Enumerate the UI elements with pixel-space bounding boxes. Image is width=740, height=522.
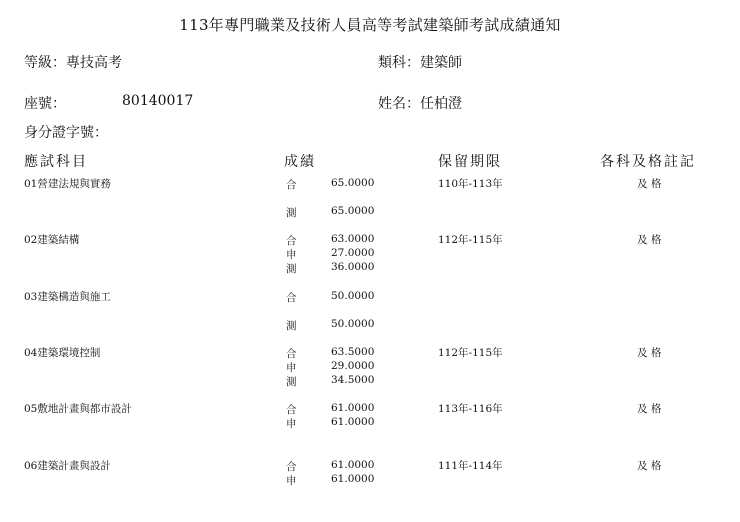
seat-label: 座號：: [24, 96, 66, 112]
score-value: 61.0000: [331, 402, 375, 414]
score-value: 36.0000: [331, 261, 375, 273]
score-value: 63.5000: [331, 346, 375, 358]
score-value: 61.0000: [331, 473, 375, 485]
subject-name: 06建築計畫與設計: [24, 460, 111, 472]
candidate-name: 姓名：任柏澄: [378, 96, 462, 112]
score-type: 申: [286, 418, 297, 430]
exam-category: 類科：建築師: [378, 55, 462, 71]
score-value: 63.0000: [331, 233, 375, 245]
header-score: 成績: [284, 154, 316, 170]
retention-period: 112年-115年: [438, 234, 503, 246]
score-value: 65.0000: [331, 205, 375, 217]
score-value: 61.0000: [331, 416, 375, 428]
score-type: 測: [286, 376, 297, 388]
pass-mark: 及 格: [637, 234, 662, 246]
seat-number: 80140017: [122, 93, 194, 109]
score-type: 合: [286, 235, 297, 247]
exam-level: 等級：專技高考: [24, 55, 122, 71]
header-subject: 應試科目: [24, 154, 88, 170]
score-value: 65.0000: [331, 177, 375, 189]
pass-mark: 及 格: [637, 460, 662, 472]
id-number-label: 身分證字號：: [24, 125, 108, 141]
pass-mark: 及 格: [637, 403, 662, 415]
header-retention: 保留期限: [438, 154, 502, 170]
score-type: 測: [286, 263, 297, 275]
score-type: 合: [286, 179, 297, 191]
header-pass-note: 各科及格註記: [600, 154, 696, 170]
pass-mark: 及 格: [637, 347, 662, 359]
retention-period: 110年-113年: [438, 178, 503, 190]
score-value: 61.0000: [331, 459, 375, 471]
score-type: 申: [286, 475, 297, 487]
score-value: 34.5000: [331, 374, 375, 386]
score-type: 合: [286, 461, 297, 473]
retention-period: 111年-114年: [438, 460, 503, 472]
score-type: 測: [286, 320, 297, 332]
score-type: 測: [286, 207, 297, 219]
score-type: 合: [286, 404, 297, 416]
score-value: 27.0000: [331, 247, 375, 259]
score-value: 29.0000: [331, 360, 375, 372]
score-value: 50.0000: [331, 290, 375, 302]
score-type: 合: [286, 348, 297, 360]
subject-name: 05敷地計畫與都市設計: [24, 403, 132, 415]
score-value: 50.0000: [331, 318, 375, 330]
retention-period: 112年-115年: [438, 347, 503, 359]
page-title: 113年專門職業及技術人員高等考試建築師考試成績通知: [179, 16, 561, 34]
subject-name: 03建築構造與施工: [24, 291, 111, 303]
score-type: 合: [286, 292, 297, 304]
score-type: 申: [286, 249, 297, 261]
score-type: 申: [286, 362, 297, 374]
subject-name: 04建築環境控制: [24, 347, 101, 359]
retention-period: 113年-116年: [438, 403, 503, 415]
subject-name: 02建築結構: [24, 234, 80, 246]
pass-mark: 及 格: [637, 178, 662, 190]
subject-name: 01營建法規與實務: [24, 178, 111, 190]
